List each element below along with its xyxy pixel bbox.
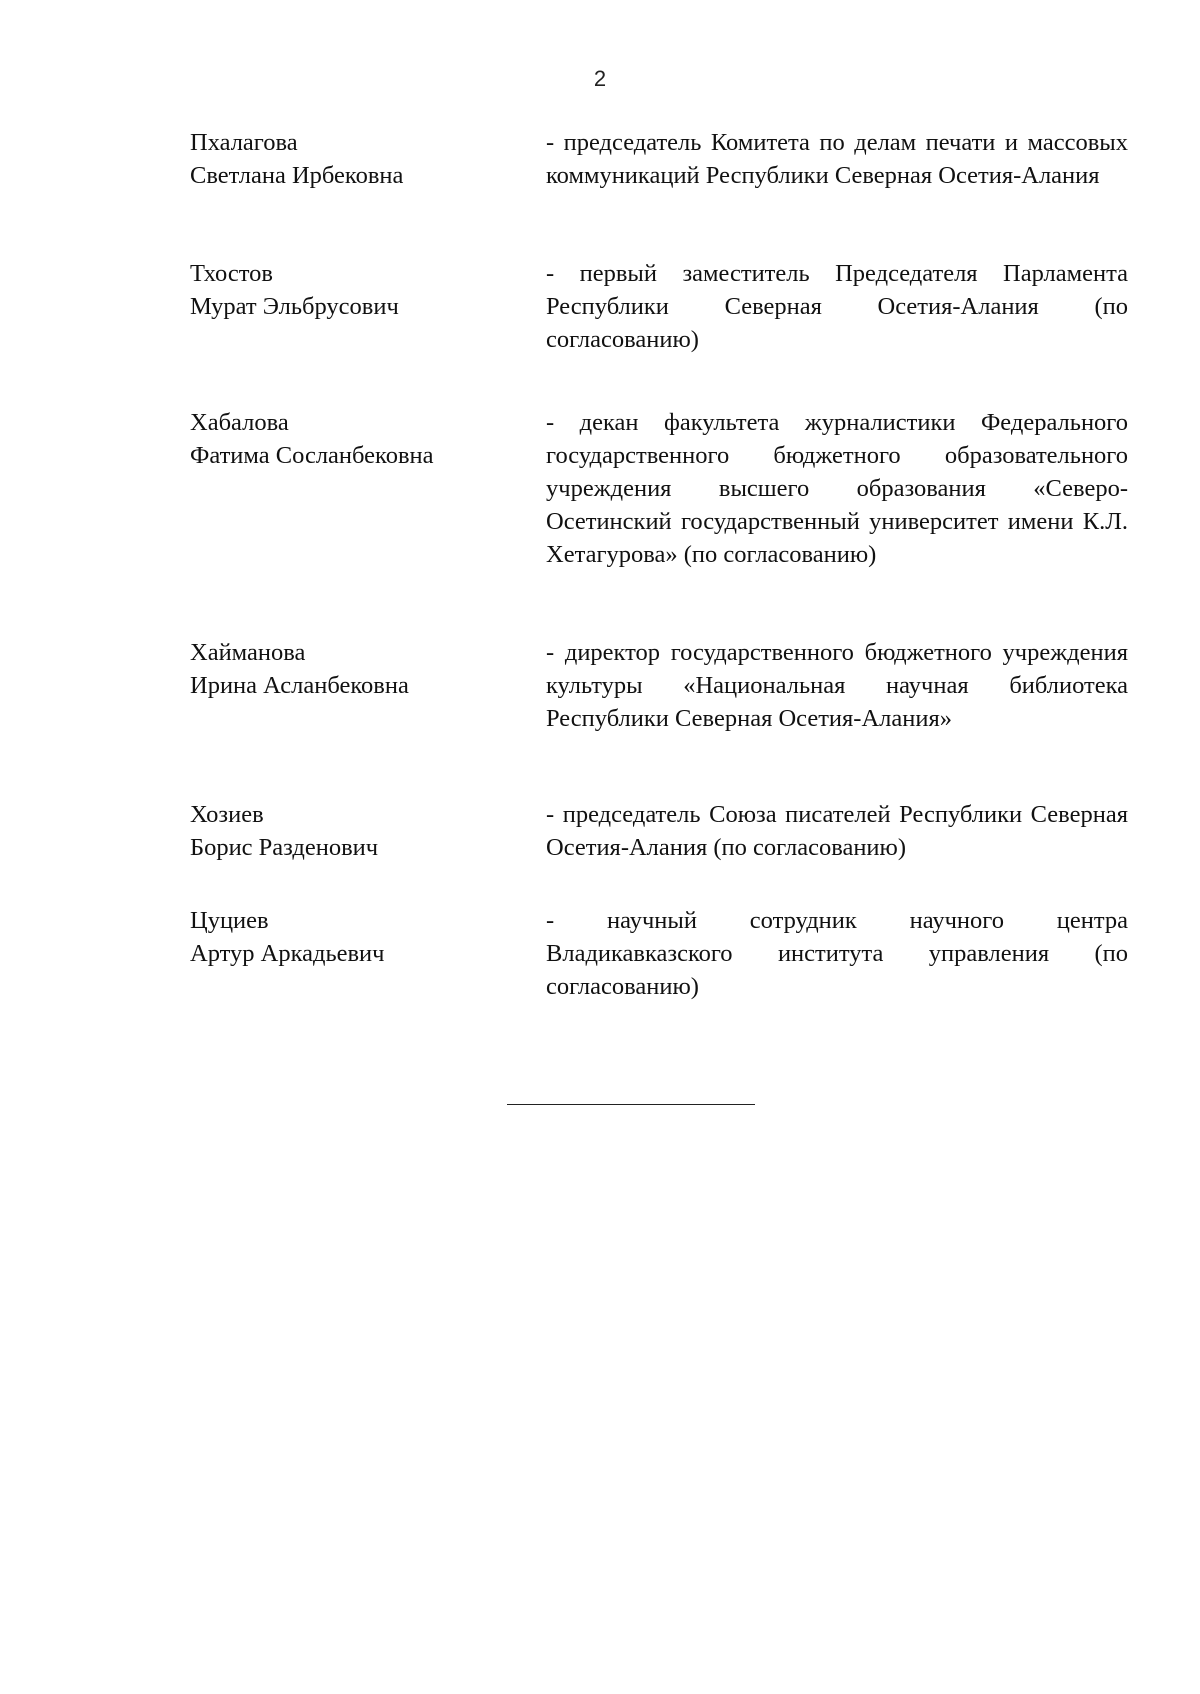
member-surname: Пхалагова bbox=[190, 129, 298, 156]
member-given-names: Светлана Ирбековна bbox=[190, 162, 404, 189]
member-name bbox=[190, 126, 510, 192]
member-position: - первый заместитель Председателя Парламента Республики Северная Осетия-Алания (по согласованию) bbox=[546, 260, 1128, 353]
member-position: - председатель Союза писателей Республики Северная Осетия-Алания (по согласованию) bbox=[546, 801, 1128, 861]
page-number: 2 bbox=[593, 66, 607, 91]
member-surname: Хабалова bbox=[190, 409, 289, 436]
member-position: - директор государственного бюджетного учреждения культуры «Национальная научная библиотека Республики Северная Осетия-Алания» bbox=[546, 639, 1128, 732]
member-given-names: Фатима Сосланбековна bbox=[190, 442, 434, 469]
member-name bbox=[190, 257, 510, 323]
member-given-names: Артур Аркадьевич bbox=[190, 940, 385, 967]
member-name bbox=[190, 798, 510, 864]
member-given-names: Мурат Эльбрусович bbox=[190, 293, 399, 320]
member-position: - научный сотрудник научного центра Владикавказского института управления (по согласованию) bbox=[546, 907, 1128, 1000]
member-position: - председатель Комитета по делам печати и массовых коммуникаций Республики Северная Осетия-Алания bbox=[546, 129, 1128, 189]
member-surname: Тхостов bbox=[190, 260, 273, 287]
member-surname: Хайманова bbox=[190, 639, 306, 666]
member-given-names: Ирина Асланбековна bbox=[190, 672, 409, 699]
member-name bbox=[190, 406, 510, 472]
member-surname: Хозиев bbox=[190, 801, 264, 828]
closing-rule bbox=[507, 1104, 755, 1105]
member-position: - декан факультета журналистики Федерального государственного бюджетного образовательного учреждения высшего образования «Северо-Осетинский государственный университет имени К.Л. Хетагурова» (по согласованию) bbox=[546, 409, 1128, 568]
member-given-names: Борис Разденович bbox=[190, 834, 379, 861]
member-name bbox=[190, 636, 510, 702]
member-surname: Цуциев bbox=[190, 907, 269, 934]
member-name bbox=[190, 904, 510, 970]
